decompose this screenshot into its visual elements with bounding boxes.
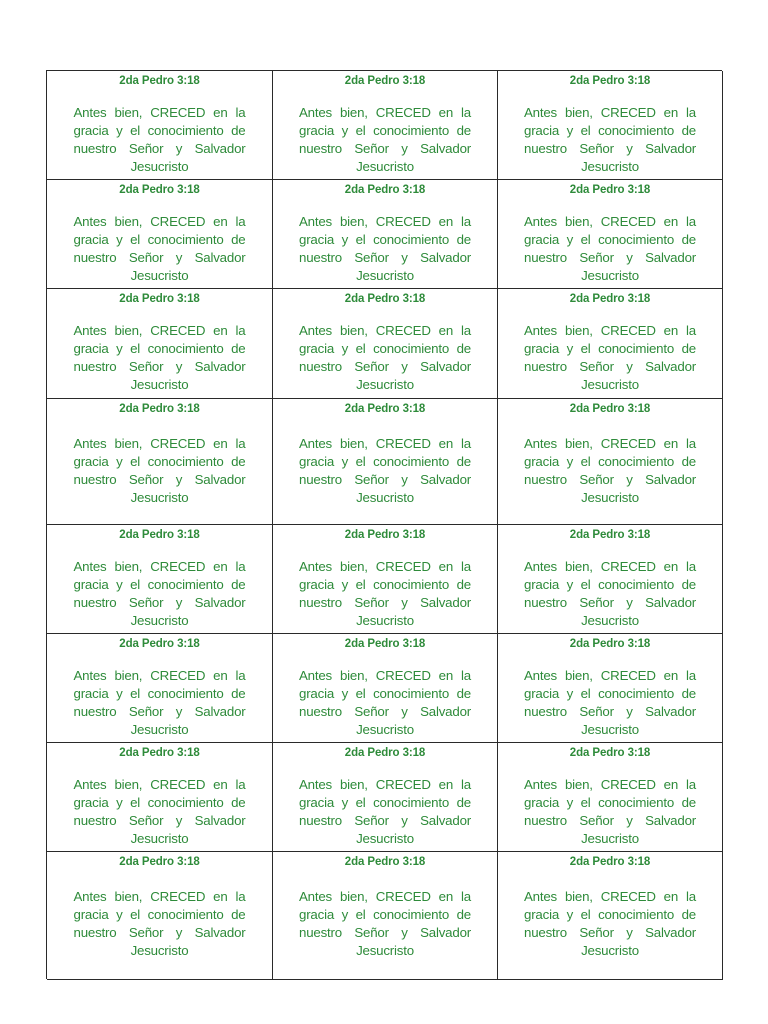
verse-text: Antes bien, CRECED en la gracia y el conocimiento de nuestro Señor y Salvador Jesucristo [524,559,696,628]
verse-card [273,634,498,743]
verse-text: Antes bien, CRECED en la gracia y el conocimiento de nuestro Señor y Salvador Jesucristo [73,214,246,283]
verse-reference: 2da Pedro 3:18 [569,75,651,87]
verse-text: Antes bien, CRECED en la gracia y el conocimiento de nuestro Señor y Salvador Jesucristo [299,323,471,392]
verse-text: Antes bien, CRECED en la gracia y el conocimiento de nuestro Señor y Salvador Jesucristo [73,105,246,174]
verse-card [498,852,723,980]
verse-card [273,525,498,634]
label-sheet [46,70,722,979]
verse-reference: 2da Pedro 3:18 [119,856,200,868]
verse-text: Antes bien, CRECED en la gracia y el conocimiento de nuestro Señor y Salvador Jesucristo [73,668,246,737]
verse-card [498,634,723,743]
verse-reference: 2da Pedro 3:18 [569,403,651,415]
verse-card [47,852,273,980]
verse-card [273,289,498,399]
verse-card [498,71,723,180]
verse-card [47,180,273,289]
verse-reference: 2da Pedro 3:18 [344,184,426,196]
verse-reference: 2da Pedro 3:18 [344,529,426,541]
verse-card [498,743,723,852]
verse-reference: 2da Pedro 3:18 [119,403,200,415]
verse-text: Antes bien, CRECED en la gracia y el conocimiento de nuestro Señor y Salvador Jesucristo [299,214,471,283]
verse-text: Antes bien, CRECED en la gracia y el conocimiento de nuestro Señor y Salvador Jesucristo [299,559,471,628]
verse-card [47,71,273,180]
verse-text: Antes bien, CRECED en la gracia y el conocimiento de nuestro Señor y Salvador Jesucristo [524,105,696,174]
verse-text: Antes bien, CRECED en la gracia y el conocimiento de nuestro Señor y Salvador Jesucristo [299,436,471,505]
verse-text: Antes bien, CRECED en la gracia y el conocimiento de nuestro Señor y Salvador Jesucristo [299,777,471,846]
verse-reference: 2da Pedro 3:18 [119,638,200,650]
verse-text: Antes bien, CRECED en la gracia y el conocimiento de nuestro Señor y Salvador Jesucristo [73,889,246,958]
verse-card [273,71,498,180]
verse-text: Antes bien, CRECED en la gracia y el conocimiento de nuestro Señor y Salvador Jesucristo [73,559,246,628]
verse-reference: 2da Pedro 3:18 [119,529,200,541]
verse-reference: 2da Pedro 3:18 [119,75,200,87]
verse-card [498,289,723,399]
verse-text: Antes bien, CRECED en la gracia y el conocimiento de nuestro Señor y Salvador Jesucristo [524,777,696,846]
verse-card [273,852,498,980]
verse-text: Antes bien, CRECED en la gracia y el conocimiento de nuestro Señor y Salvador Jesucristo [524,323,696,392]
verse-card [498,525,723,634]
verse-card [498,180,723,289]
verse-reference: 2da Pedro 3:18 [569,293,651,305]
verse-card [47,743,273,852]
verse-reference: 2da Pedro 3:18 [119,184,200,196]
verse-reference: 2da Pedro 3:18 [119,747,200,759]
verse-text: Antes bien, CRECED en la gracia y el conocimiento de nuestro Señor y Salvador Jesucristo [73,436,246,505]
verse-text: Antes bien, CRECED en la gracia y el conocimiento de nuestro Señor y Salvador Jesucristo [299,889,471,958]
verse-reference: 2da Pedro 3:18 [569,638,651,650]
verse-card [47,634,273,743]
verse-text: Antes bien, CRECED en la gracia y el conocimiento de nuestro Señor y Salvador Jesucristo [299,105,471,174]
verse-reference: 2da Pedro 3:18 [344,293,426,305]
verse-reference: 2da Pedro 3:18 [119,293,200,305]
verse-reference: 2da Pedro 3:18 [344,638,426,650]
verse-reference: 2da Pedro 3:18 [569,856,651,868]
verse-reference: 2da Pedro 3:18 [569,184,651,196]
verse-reference: 2da Pedro 3:18 [569,747,651,759]
verse-card [273,399,498,525]
verse-card [47,289,273,399]
verse-reference: 2da Pedro 3:18 [344,75,426,87]
verse-reference: 2da Pedro 3:18 [569,529,651,541]
verse-card [47,525,273,634]
verse-reference: 2da Pedro 3:18 [344,403,426,415]
verse-text: Antes bien, CRECED en la gracia y el conocimiento de nuestro Señor y Salvador Jesucristo [524,668,696,737]
verse-card [273,180,498,289]
verse-card [498,399,723,525]
verse-text: Antes bien, CRECED en la gracia y el conocimiento de nuestro Señor y Salvador Jesucristo [73,323,246,392]
verse-text: Antes bien, CRECED en la gracia y el conocimiento de nuestro Señor y Salvador Jesucristo [524,436,696,505]
verse-text: Antes bien, CRECED en la gracia y el conocimiento de nuestro Señor y Salvador Jesucristo [299,668,471,737]
verse-text: Antes bien, CRECED en la gracia y el conocimiento de nuestro Señor y Salvador Jesucristo [524,889,696,958]
verse-card [47,399,273,525]
verse-reference: 2da Pedro 3:18 [344,856,426,868]
verse-card [273,743,498,852]
verse-reference: 2da Pedro 3:18 [344,747,426,759]
verse-text: Antes bien, CRECED en la gracia y el conocimiento de nuestro Señor y Salvador Jesucristo [73,777,246,846]
verse-text: Antes bien, CRECED en la gracia y el conocimiento de nuestro Señor y Salvador Jesucristo [524,214,696,283]
